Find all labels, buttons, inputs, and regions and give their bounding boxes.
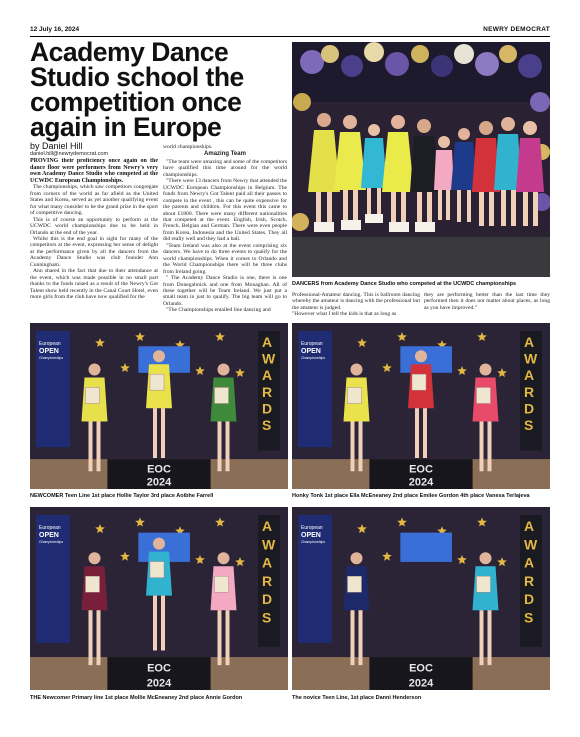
award-photo-1 (30, 323, 288, 489)
dancer-leg (161, 596, 165, 651)
awards-letter: A (524, 518, 535, 534)
group-photo (292, 42, 550, 277)
article-column-2 (163, 144, 287, 322)
podium-text: 2024 (408, 476, 434, 489)
banner-text: European (301, 341, 323, 347)
award-photo-4-caption: The novice Teen Line, 1st place Danni Henderson (292, 695, 422, 701)
dancer-leg (89, 610, 93, 665)
dancer-head (480, 552, 492, 564)
podium-text: EOC (147, 662, 171, 675)
award-photo-illustration (292, 507, 550, 690)
paragraph: "Team Ireland was also at the event comprising six dancers. We have to do three events to qualify for the world championships. When it comes to Orlando and the World Championships there will be three clubs from Ireland going. (163, 242, 287, 275)
dancer-head (153, 350, 165, 362)
awards-letter: D (524, 400, 535, 417)
awards-letter: W (524, 536, 538, 553)
dancer-head (89, 363, 101, 375)
banner-text: OPEN (301, 348, 321, 355)
award-photo-4 (292, 507, 550, 690)
dancer-leg (153, 408, 157, 458)
awards-letter: D (262, 591, 273, 608)
certificate (86, 576, 100, 592)
awards-letter: W (262, 350, 276, 367)
dancer-leg (218, 421, 222, 471)
certificate (477, 387, 491, 403)
paragraph: Whilst this is the end goal in sight for many of the competitors at the event, expressing her sense of delight at the performance given by all the dancers from the Academy Dance Studio was club founder Ann Cunningham. (30, 236, 158, 268)
banner-text: Championships (301, 540, 326, 544)
dancer-leg (488, 610, 492, 665)
paragraph: "There were 13 dancers from Newry that attended the UCWDC European Championships in Belgium. The funds from Newry's Got Talent paid all their passes to compete in the event , this can be quite expensive for the parents and children. For this event this came to about £1800. There were many different nationalities that competed at the event. English, Irish, Scotch, French, Belgian and German. There were even people from Korea, Indonesia and the United States. They all did really well and they had a ball. (163, 178, 287, 243)
dancer-leg (97, 421, 101, 471)
dancer-leg (226, 610, 230, 665)
dancer-leg (488, 421, 492, 471)
banner-text: Championships (301, 356, 326, 360)
awards-letter: A (262, 518, 273, 534)
dancer-leg (480, 421, 484, 471)
banner-text: OPEN (39, 348, 59, 355)
author-email[interactable]: daniel.hill@newrydemocrat.com (30, 151, 109, 157)
group-photo-illustration (292, 42, 550, 277)
award-photo-2-caption: Honky Tonk 1st place Ella McEneaney 2nd place Emilee Gordon 4th place Vanesa Terlajeva (292, 493, 530, 499)
awards-letter: S (262, 609, 272, 626)
article-headline: Academy Dance Studio school the competition once again in Europe (30, 37, 244, 142)
awards-letter: R (524, 383, 535, 400)
banner-text: OPEN (39, 532, 59, 539)
banner-text: European (39, 341, 61, 347)
certificate (150, 562, 164, 578)
dancer-head (480, 363, 492, 375)
podium-text: EOC (147, 463, 171, 476)
dancer-leg (153, 596, 157, 651)
awards-letter: R (262, 572, 273, 589)
publication-name: NEWRY DEMOCRAT (483, 26, 550, 33)
podium-text: EOC (409, 463, 433, 476)
certificate (412, 374, 426, 390)
certificate (348, 387, 362, 403)
award-photo-3-caption: THE Newcomer Primary line 1st place Mollie McEneaney 2nd place Annie Gordon (30, 695, 243, 701)
dancer-head (89, 552, 101, 564)
article-column-3: Professional-Amateur dancing. This is ballroom dancing whereby the amateur is dancing with the professional but the amateur is judged. "However what I tell the kids is that as long as (292, 292, 420, 318)
dancer-leg (423, 408, 427, 458)
certificate (215, 387, 229, 403)
paragraph: Ann shared in the fact that due to their attendance at the event, which was made possible in no small part thanks to the funds raised as a result of the Newry's Got Talent show held recently in the Canal Court Hotel, even more girls from the club have now qualified for the (30, 268, 158, 301)
awards-letter: A (262, 554, 273, 571)
dancer-leg (161, 408, 165, 458)
awards-letter: A (524, 554, 535, 571)
certificate (477, 576, 491, 592)
dancer-leg (97, 610, 101, 665)
awards-letter: D (524, 591, 535, 608)
awards-letter: W (262, 536, 276, 553)
award-photo-illustration (30, 507, 288, 690)
podium-text: 2024 (146, 476, 172, 489)
awards-letter: R (262, 383, 273, 400)
award-photo-3 (30, 507, 288, 690)
awards-letter: W (524, 350, 538, 367)
banner-text: European (301, 525, 323, 531)
paragraph: "The team were amazing and some of the competitors have qualified this time around for the world championships. (163, 158, 287, 178)
dancer-head (153, 538, 165, 550)
dancer-leg (351, 610, 355, 665)
dancer-leg (480, 610, 484, 665)
page-date: 12 July 16, 2024 (30, 26, 80, 33)
podium-text: 2024 (146, 677, 172, 690)
award-photo-illustration (30, 323, 288, 489)
dancer-leg (89, 421, 93, 471)
paragraph: "The Championships entailed line dancing and (166, 307, 271, 314)
certificate (86, 387, 100, 403)
article-column-4: they are performing better than the last time they performed then it does not matter about places, as long as you have improved." (424, 292, 550, 311)
paragraph: " The Academy Dance Studio is one, there is one from Donegalmick and one from Monaghan. All of these together will be Team Ireland. We just put a small team in just to qualify. The big team will go to Orlando. (163, 275, 287, 307)
paragraph: This is of course an opportunity to perform at the UCWDC world championships due to be held in Orlando at the end of the year. (30, 216, 158, 236)
dancer-leg (359, 610, 363, 665)
certificate (150, 374, 164, 390)
award-photo-illustration (292, 323, 550, 489)
awards-letter: S (524, 609, 534, 626)
paragraph: The championships, which saw competitors congregate from corners of the world as far afield as the United States and Korea, served as yet another qualifying event for what many consider to be the grand prize in the sport of competitive dancing. (30, 184, 158, 217)
dancer-head (351, 363, 363, 375)
banner-text: European (39, 525, 61, 531)
awards-letter: A (262, 367, 273, 384)
subheading: Amazing Team (204, 151, 246, 158)
awards-letter: A (524, 334, 535, 350)
dancer-leg (415, 408, 419, 458)
dancer-leg (226, 421, 230, 471)
banner-text: Championships (39, 356, 64, 360)
award-photo-2 (292, 323, 550, 489)
awards-letter: A (262, 334, 273, 350)
dancer-head (218, 552, 230, 564)
awards-letter: S (262, 417, 272, 433)
dancer-head (351, 552, 363, 564)
main-photo-caption: DANCERS from Academy Dance Studio who competed at the UCWDC championships (292, 281, 517, 287)
banner-text: Championships (39, 540, 64, 544)
awards-letter: D (262, 400, 273, 417)
paragraph: world championships. (163, 144, 213, 150)
article-column-1 (30, 158, 158, 323)
byline: by Daniel Hill (30, 141, 83, 151)
dancer-leg (218, 610, 222, 665)
award-photo-1-caption: NEWCOMER Teen Line 1st place Hollie Taylor 3rd place Aoibhe Farrell (30, 493, 214, 499)
dancer-leg (351, 421, 355, 471)
awards-letter: R (524, 572, 535, 589)
awards-letter: S (524, 417, 534, 433)
podium-text: 2024 (408, 677, 434, 690)
podium-text: EOC (409, 662, 433, 675)
certificate (215, 576, 229, 592)
dancer-leg (359, 421, 363, 471)
dancer-head (218, 363, 230, 375)
awards-letter: A (524, 367, 535, 384)
dancer-head (415, 350, 427, 362)
certificate (348, 576, 362, 592)
banner-text: OPEN (301, 532, 321, 539)
awards-screen (400, 533, 452, 562)
lead-paragraph: PROVING their proficiency once again on the dance floor were performers from Newry's very own Academy Dance Studio who competed at the UCWDC European Championships. (30, 158, 158, 184)
